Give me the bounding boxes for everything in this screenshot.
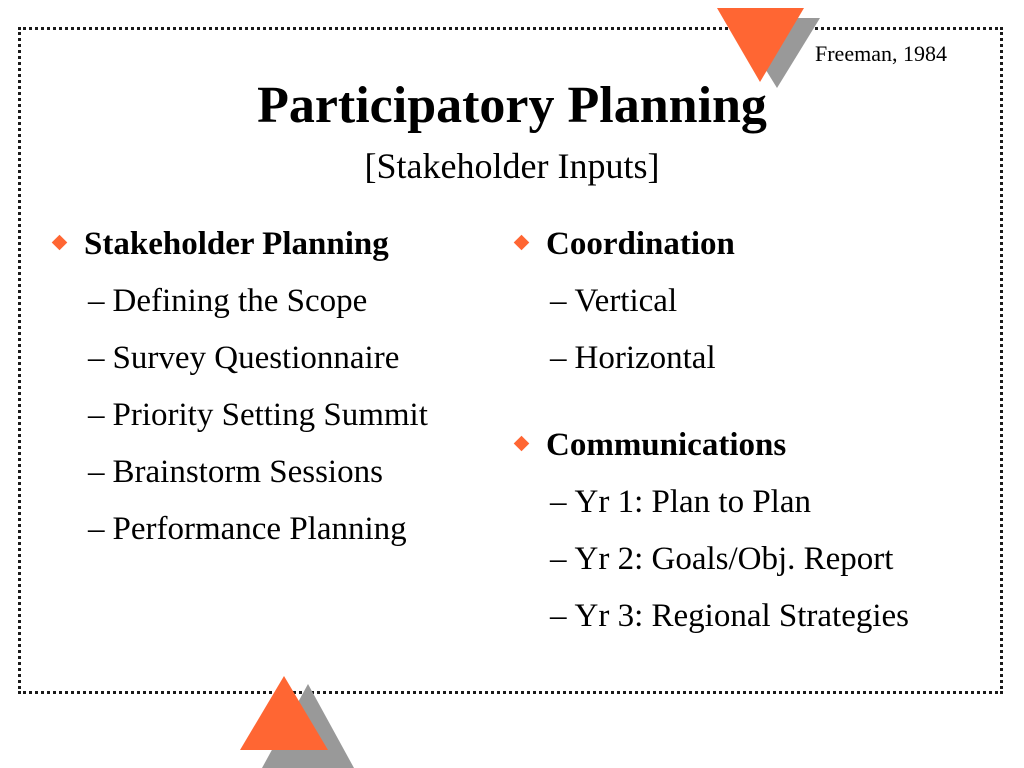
list-item: – Priority Setting Summit [88, 397, 428, 433]
bullet-heading: Stakeholder Planning [84, 226, 389, 262]
slide-title: Participatory Planning [257, 77, 767, 134]
bullet-heading: Coordination [546, 226, 735, 262]
diamond-bullet-icon [514, 235, 530, 251]
list-item: – Yr 1: Plan to Plan [550, 484, 811, 520]
citation: Freeman, 1984 [815, 41, 947, 66]
section-gap [508, 378, 909, 428]
bullet-stakeholder-planning [46, 224, 428, 264]
list-item: – Yr 3: Regional Strategies [550, 598, 910, 634]
list-item: – Yr 2: Goals/Obj. Report [550, 541, 894, 577]
list-item: – Brainstorm Sessions [88, 454, 383, 490]
list-item: – Performance Planning [88, 511, 407, 547]
list-item: – Horizontal [550, 340, 716, 376]
list-item: – Defining the Scope [88, 283, 368, 319]
slide-subtitle: [Stakeholder Inputs] [364, 146, 660, 186]
list-item: – Vertical [550, 283, 678, 319]
list-item: – Survey Questionnaire [88, 340, 400, 376]
bullet-heading: Communications [546, 427, 787, 463]
diamond-bullet-icon [514, 436, 530, 452]
left-column [46, 224, 428, 549]
bullet-coordination [508, 224, 909, 264]
diamond-bullet-icon [52, 235, 68, 251]
bullet-communications [508, 425, 909, 465]
right-column [508, 224, 909, 636]
bottom-triangle-decoration [238, 674, 358, 768]
